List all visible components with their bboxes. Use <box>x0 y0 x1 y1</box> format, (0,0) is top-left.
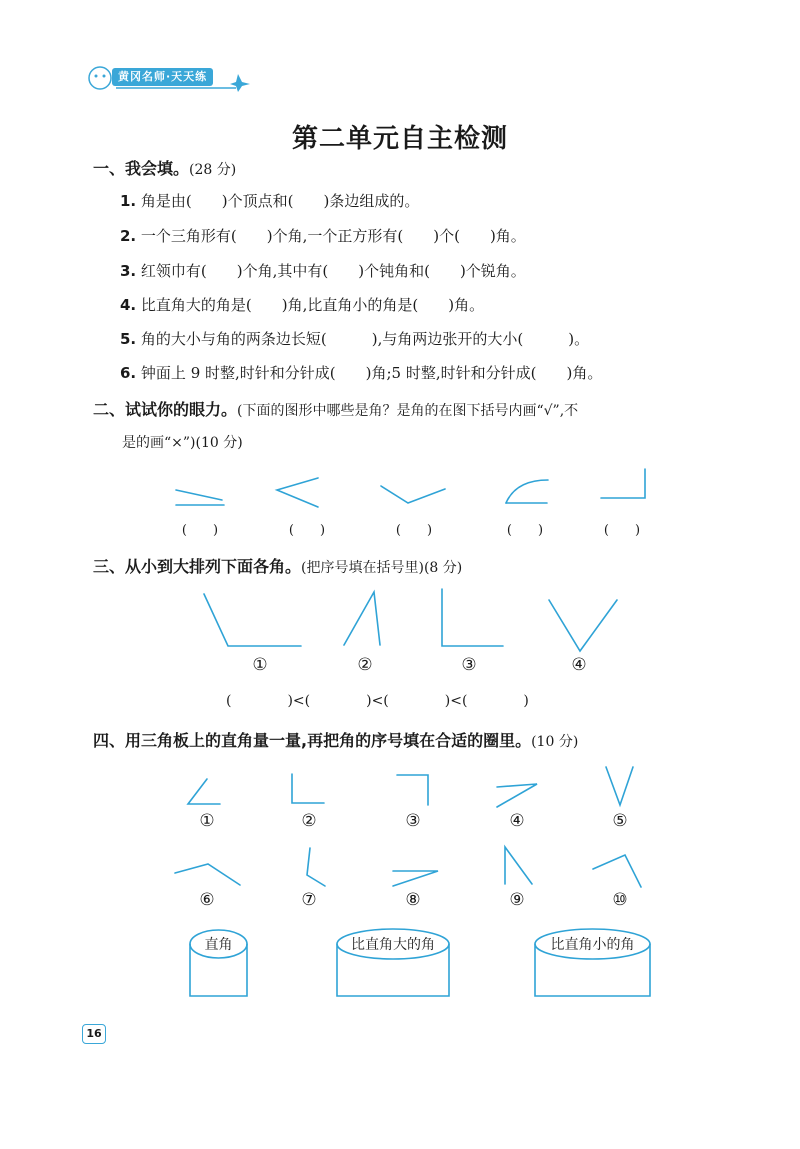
question-2 <box>120 225 526 246</box>
angle-3-1 <box>204 594 301 646</box>
angle-4-10 <box>593 855 641 887</box>
angle-label: ⑧ <box>405 890 421 910</box>
angle-label: ② <box>301 811 317 831</box>
angle-3-3 <box>442 589 503 646</box>
container-label-right: 直角 <box>204 937 233 953</box>
section1-heading-text: 一、我会填。 <box>93 159 190 178</box>
angle-label: ② <box>357 655 373 675</box>
angle-4-1 <box>188 779 220 804</box>
section1-heading <box>93 156 236 179</box>
angle-label: ④ <box>571 655 587 675</box>
page-title: 第二单元自主检测 <box>291 124 508 154</box>
angle-4-3 <box>397 775 428 805</box>
angle-4-8 <box>393 871 438 886</box>
question-number: 2. <box>120 227 137 245</box>
logo-text: 黄冈名师·天天练 <box>112 68 213 86</box>
section4-heading <box>93 728 578 751</box>
figure-2-1 <box>176 490 224 505</box>
angle-label: ① <box>199 811 215 831</box>
angle-label: ④ <box>509 811 525 831</box>
figure-2-4 <box>506 480 548 503</box>
section2-note-line1: (下面的图形中哪些是角？是角的在图下括号内画“√”,不 <box>237 403 579 419</box>
angle-label: ③ <box>405 811 421 831</box>
question-number: 5. <box>120 330 137 348</box>
answer-blank-2-5[interactable]: ( ) <box>603 523 641 538</box>
page-number: 16 <box>82 1024 106 1044</box>
angle-3-2 <box>344 592 380 645</box>
question-text[interactable]: 比直角大的角是( )角,比直角小的角是( )角。 <box>140 296 485 314</box>
angle-3-4 <box>549 600 617 651</box>
angle-4-6 <box>175 864 240 885</box>
figure-2-3 <box>381 486 445 503</box>
section2-heading-text: 二、试试你的眼力。 <box>93 400 238 419</box>
section4-heading-text: 四、用三角板上的直角量一量,再把角的序号填在合适的圈里。 <box>93 731 532 750</box>
order-answer-line[interactable]: ( )<( )<( )<( ) <box>226 693 529 709</box>
question-number: 6. <box>120 364 137 382</box>
answer-blank-2-1[interactable]: ( ) <box>181 523 219 538</box>
question-6 <box>120 362 602 383</box>
section4-points: (10 分) <box>531 734 579 750</box>
angle-label: ⑨ <box>509 890 525 910</box>
section3-heading-text: 三、从小到大排列下面各角。 <box>93 557 302 576</box>
question-text[interactable]: 红领巾有( )个角,其中有( )个钝角和( )个锐角。 <box>140 262 526 280</box>
section1-points: (28 分) <box>189 162 237 178</box>
angle-label: ③ <box>461 655 477 675</box>
question-3 <box>120 260 526 281</box>
question-text[interactable]: 角的大小与角的两条边长短( ),与角两边张开的大小( )。 <box>140 330 590 348</box>
question-number: 1. <box>120 192 137 210</box>
angle-4-7 <box>307 848 325 886</box>
angle-4-4 <box>497 784 537 807</box>
question-4 <box>120 294 484 315</box>
angle-label: ⑥ <box>199 890 215 910</box>
angle-label: ① <box>252 655 268 675</box>
figure-2-2 <box>277 478 318 507</box>
section3-note: (把序号填在括号里)(8 分) <box>301 560 463 576</box>
container-label-obtuse: 比直角大的角 <box>351 937 435 953</box>
question-number: 3. <box>120 262 137 280</box>
section2-heading <box>93 397 578 420</box>
answer-blank-2-2[interactable]: ( ) <box>288 523 326 538</box>
question-1 <box>120 190 419 211</box>
question-text[interactable]: 一个三角形有( )个角,一个正方形有( )个( )角。 <box>140 227 526 245</box>
header-logo <box>86 62 254 96</box>
angle-4-9 <box>505 847 532 884</box>
question-text[interactable]: 钟面上 9 时整,时针和分针成( )角;5 时整,时针和分针成( )角。 <box>140 364 603 382</box>
figure-2-5 <box>601 469 645 498</box>
answer-blank-2-4[interactable]: ( ) <box>506 523 544 538</box>
angle-label: ⑩ <box>612 890 628 910</box>
angle-4-2 <box>292 774 324 803</box>
section2-note-line2: 是的画“×”)(10 分) <box>122 435 243 451</box>
question-5 <box>120 328 589 349</box>
section3-heading <box>93 554 462 577</box>
answer-blank-2-3[interactable]: ( ) <box>395 523 433 538</box>
angle-label: ⑦ <box>301 890 317 910</box>
question-text[interactable]: 角是由( )个顶点和( )条边组成的。 <box>140 192 420 210</box>
angle-label: ⑤ <box>612 811 628 831</box>
angle-4-5 <box>606 767 633 805</box>
question-number: 4. <box>120 296 137 314</box>
container-label-acute: 比直角小的角 <box>550 937 635 953</box>
